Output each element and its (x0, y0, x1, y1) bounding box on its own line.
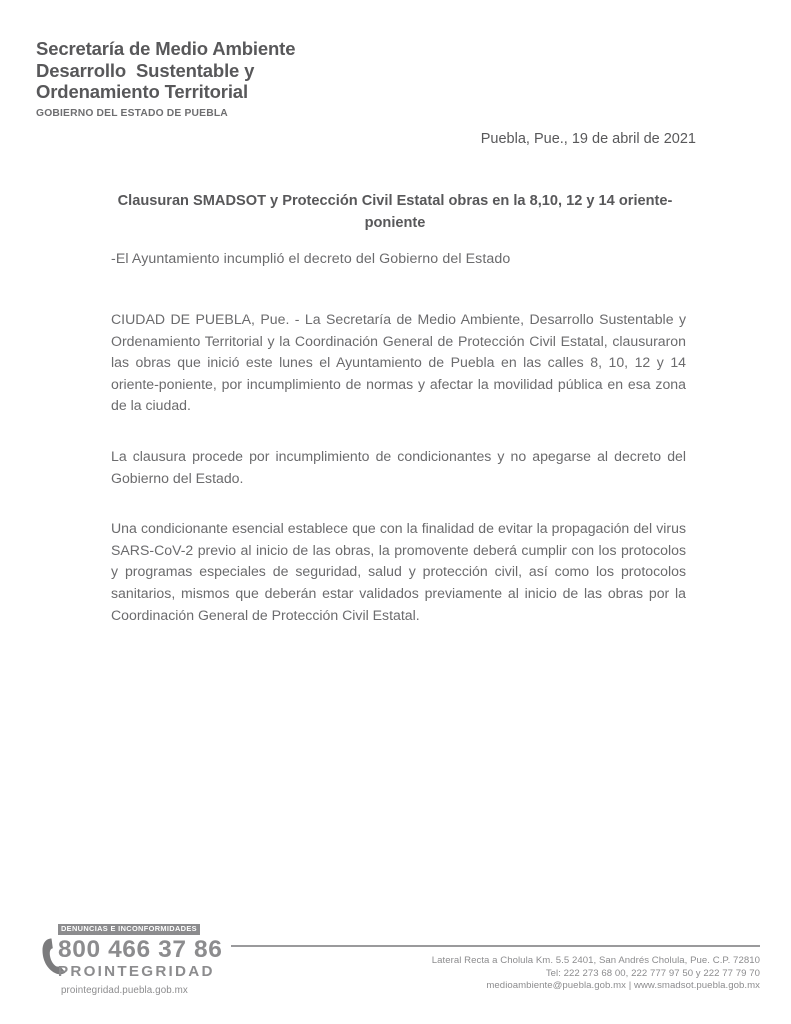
prointegridad-brand: PROINTEGRIDAD (58, 963, 215, 980)
body-paragraph: CIUDAD DE PUEBLA, Pue. - La Secretaría de Medio Ambiente, Desarrollo Sustentable y Ordenamiento Territorial y la Coordinación General de Protección Civil Estatal, clausuraron las obras que inició este lunes el Ayuntamiento de Puebla en las calles 8, 10, 12 y 14 oriente-poniente, por incumplimiento de normas y afectar la movilidad pública en esa zona de la ciudad. (111, 311, 686, 414)
prointegridad-text (58, 918, 222, 996)
letterhead-line-1: Secretaría de Medio Ambiente (36, 38, 296, 59)
document-body (111, 309, 686, 626)
prointegridad-phone: 800 466 37 86 (58, 936, 223, 963)
government-label: GOBIERNO DEL ESTADO DE PUEBLA (36, 107, 228, 119)
footer-contact-info (432, 955, 760, 993)
letterhead-line-3: Ordenamiento Territorial (36, 81, 248, 102)
document-date: Puebla, Pue., 19 de abril de 2021 (480, 131, 696, 147)
footer-web[interactable]: medioambiente@puebla.gob.mx | www.smadsot.puebla.gob.mx (486, 980, 760, 992)
footer (0, 912, 791, 1024)
body-paragraph: Una condicionante esencial establece que con la finalidad de evitar la propagación del virus SARS-CoV-2 previo al inicio de las obras, la promovente deberá cumplir con los protocolos y programas especiales de seguridad, salud y protección civil, así como los protocolos sanitarios, mismos que deberán estar validados previamente al inicio de las obras por la Coordinación General de Protección Civil Estatal. (111, 520, 686, 623)
prointegridad-block (30, 918, 245, 998)
footer-phones: Tel: 222 273 68 00, 222 777 97 50 y 222 77 79 70 (545, 967, 760, 979)
footer-divider (231, 945, 760, 947)
prointegridad-url[interactable]: prointegridad.puebla.gob.mx (61, 985, 188, 996)
letterhead (36, 38, 456, 119)
denuncias-banner: DENUNCIAS E INCONFORMIDADES (58, 924, 200, 935)
body-paragraph: La clausura procede por incumplimiento de condicionantes y no apegarse al decreto del Gobierno del Estado. (111, 447, 686, 486)
footer-address: Lateral Recta a Cholula Km. 5.5 2401, San Andrés Cholula, Pue. C.P. 72810 (431, 955, 760, 966)
letterhead-line-2: Desarrollo Sustentable y (36, 59, 255, 81)
page-title: Clausuran SMADSOT y Protección Civil Estatal obras en la 8,10, 12 y 14 oriente-poniente (117, 193, 673, 231)
document-subtitle: -El Ayuntamiento incumplió el decreto del Gobierno del Estado (111, 251, 511, 267)
